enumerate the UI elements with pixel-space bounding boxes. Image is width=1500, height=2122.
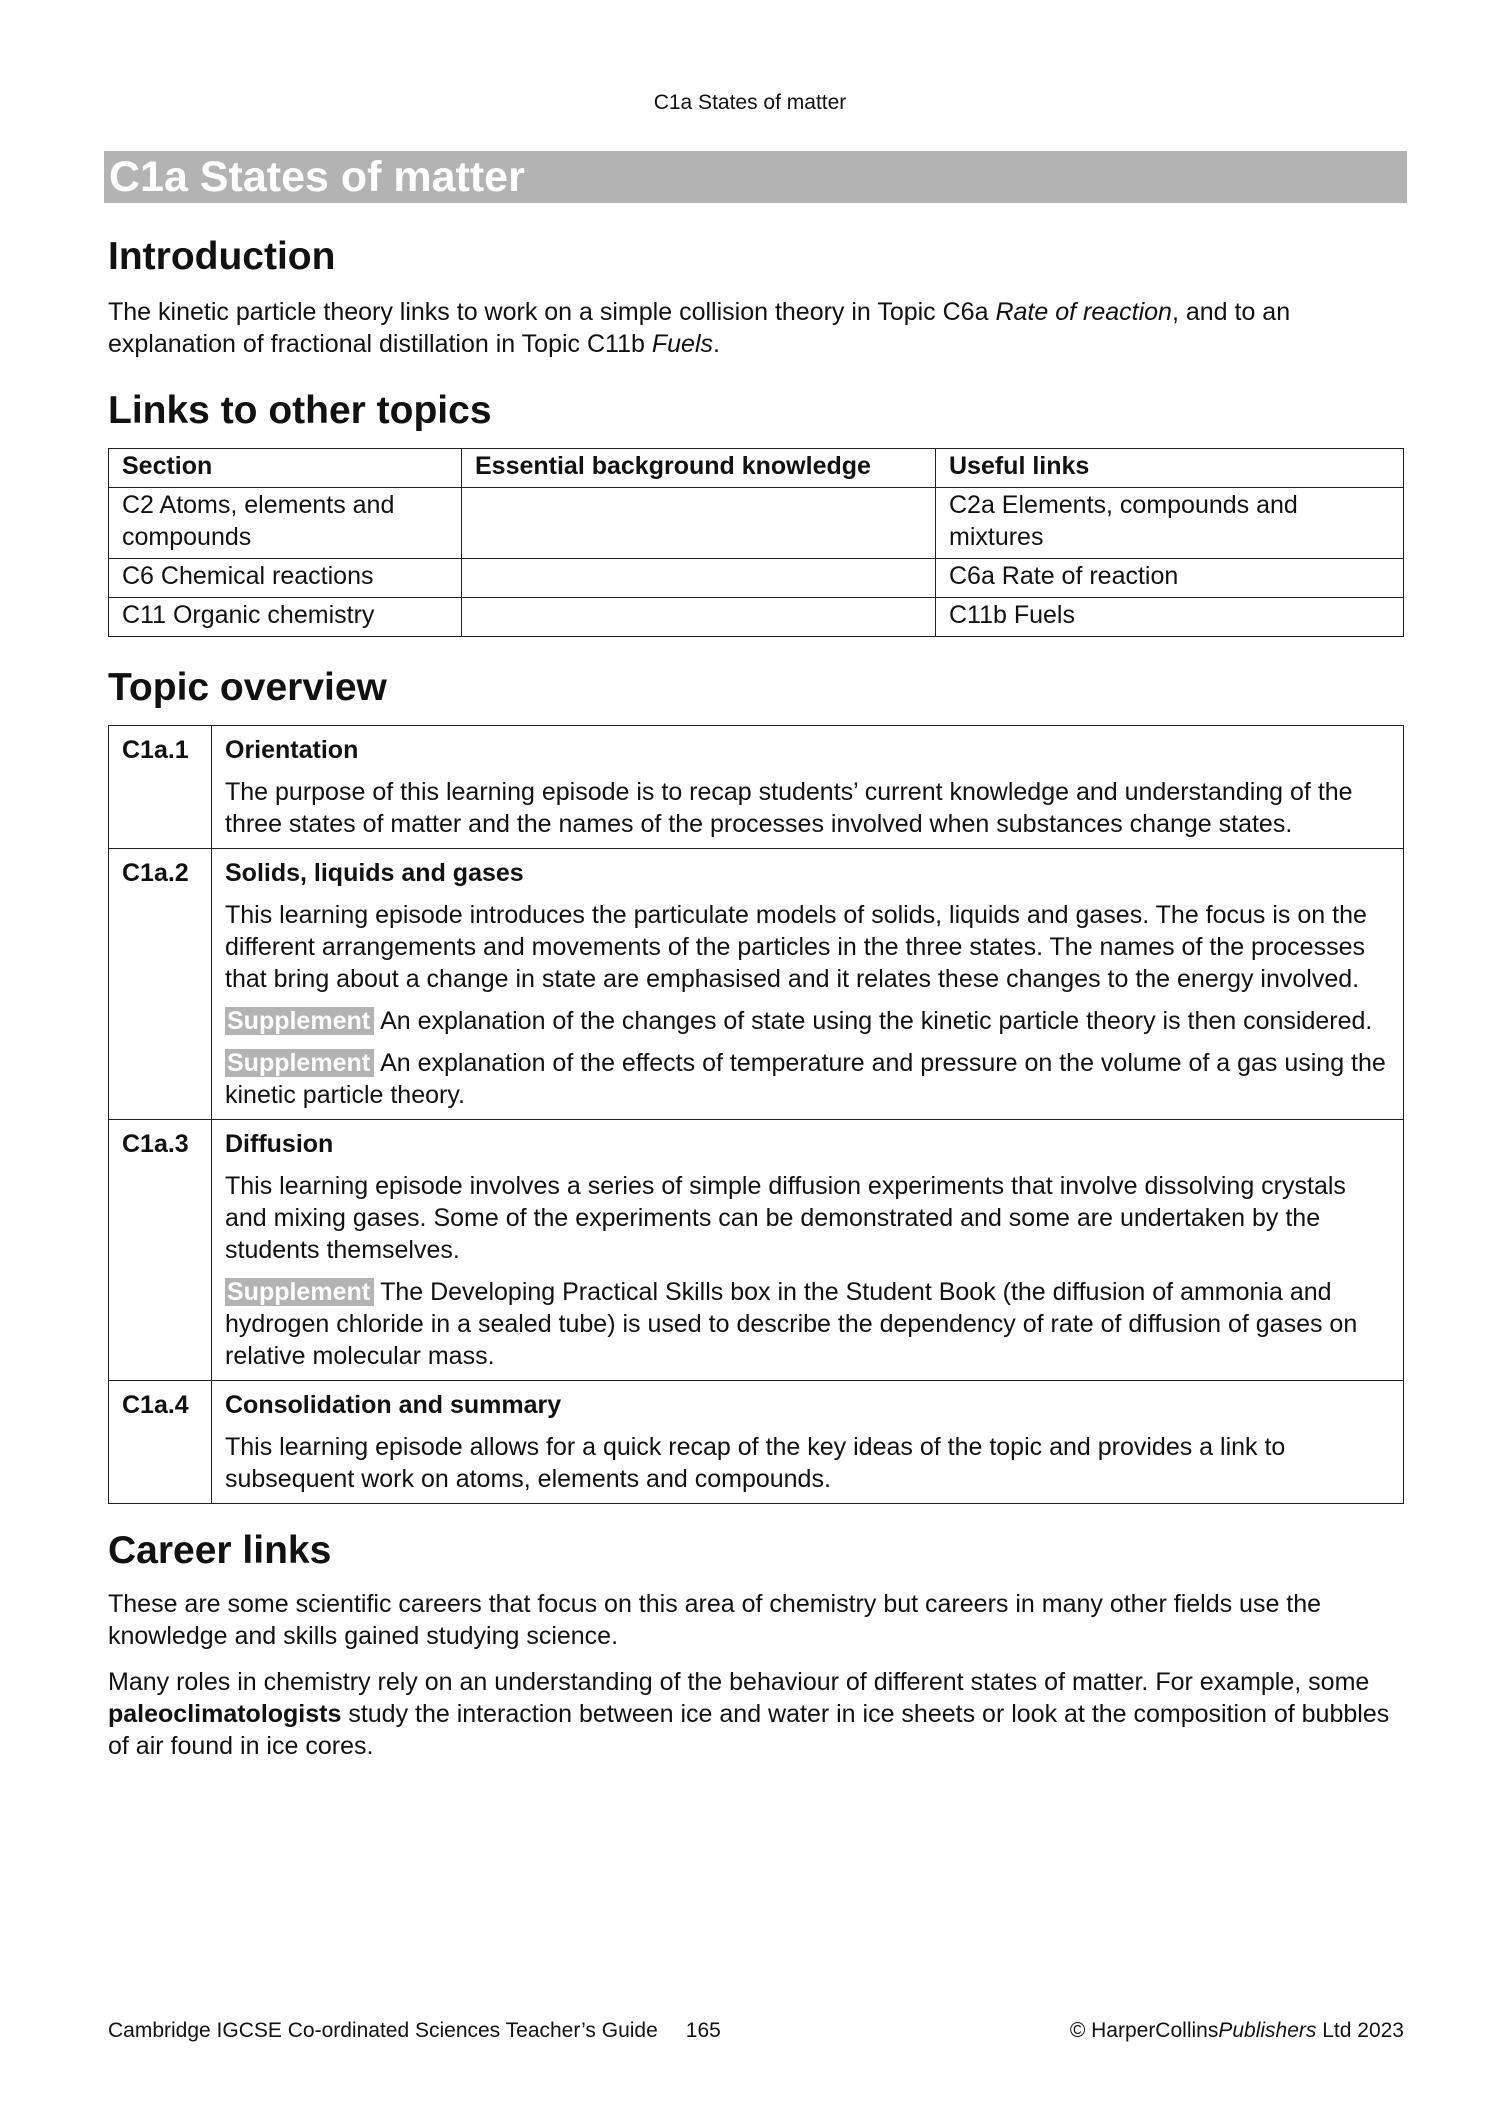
overview-heading: Topic overview [108,666,387,709]
overview-code: C1a.2 [109,849,212,1120]
overview-paragraph: This learning episode introduces the particulate models of solids, liquids and gases. The focus is on the different arrangements and movements of the particles in the three states. The names of the processes that bring about a change in state are emphasised and it relates these changes to the energy involved. [225,901,1367,993]
links-header-background: Essential background knowledge [462,449,936,488]
overview-supplement [225,1047,1390,1111]
table-cell [462,559,936,598]
overview-title: Consolidation and summary [225,1391,562,1419]
footer [108,2019,1404,2043]
overview-code: C1a.4 [109,1381,212,1504]
copyright-text: Ltd 2023 [1316,2019,1404,2042]
links-heading: Links to other topics [108,389,492,432]
overview-row [109,1381,1404,1504]
intro-text: The kinetic particle theory links to work on a simple collision theory in Topic C6a [108,298,996,326]
intro-text: . [713,330,720,358]
page-number: 165 [685,2019,721,2042]
intro-italic-rate: Rate of reaction [995,298,1172,326]
footer-left [108,2019,721,2043]
table-row [109,598,1404,637]
links-header-section: Section [109,449,462,488]
copyright-text: © HarperCollins [1069,2019,1219,2042]
career-heading: Career links [108,1529,332,1572]
table-cell: C11 Organic chemistry [109,598,462,637]
links-header-row [109,449,1404,488]
overview-paragraph: This learning episode allows for a quick recap of the key ideas of the topic and provides a link to subsequent work on atoms, elements and compounds. [225,1433,1286,1493]
table-cell [462,598,936,637]
intro-italic-fuels: Fuels [651,330,713,358]
overview-body [212,849,1404,1120]
table-cell: C2 Atoms, elements and compounds [109,488,462,559]
career-paragraph-2 [108,1666,1404,1762]
table-cell: C11b Fuels [936,598,1404,637]
table-row [109,559,1404,598]
overview-body [212,1381,1404,1504]
overview-paragraph: The purpose of this learning episode is to recap students’ current knowledge and understanding of the three states of matter and the names of the processes involved when substances change states. [225,778,1353,838]
overview-title: Solids, liquids and gases [225,859,524,887]
overview-supplement [225,1276,1390,1372]
page-title: C1a States of matter [104,151,1407,203]
intro-text: , and to an explanation of fractional distillation in Topic C11b [108,298,1291,358]
introduction-paragraph [108,296,1404,360]
overview-title: Diffusion [225,1130,334,1158]
supplement-badge: Supplement [225,1278,374,1306]
overview-table [108,725,1404,1504]
table-cell [462,488,936,559]
table-cell: C6a Rate of reaction [936,559,1404,598]
overview-body [212,726,1404,849]
footer-copyright [1070,2019,1404,2043]
overview-row [109,726,1404,849]
overview-code: C1a.1 [109,726,212,849]
overview-paragraph: This learning episode involves a series of simple diffusion experiments that involve dissolving crystals and mixing gases. Some of the experiments can be demonstrated and some are undertaken by the students themselves. [225,1172,1346,1264]
overview-code: C1a.3 [109,1120,212,1381]
overview-title: Orientation [225,736,359,764]
supplement-text: An explanation of the effects of temperature and pressure on the volume of a gas using the kinetic particle theory. [225,1049,1386,1109]
overview-body [212,1120,1404,1381]
supplement-text: The Developing Practical Skills box in the Student Book (the diffusion of ammonia and hydrogen chloride in a sealed tube) is used to describe the dependency of rate of diffusion of gases on relative molecular mass. [225,1278,1358,1370]
overview-supplement [225,1005,1390,1037]
supplement-badge: Supplement [225,1049,374,1077]
introduction-heading: Introduction [108,235,336,278]
table-cell: C6 Chemical reactions [109,559,462,598]
career-paragraph-1: These are some scientific careers that focus on this area of chemistry but careers in many other fields use the knowledge and skills gained studying science. [108,1590,1322,1650]
career-text: study the interaction between ice and water in ice sheets or look at the composition of bubbles of air found in ice cores. [108,1700,1390,1760]
overview-row [109,849,1404,1120]
links-table [108,448,1404,637]
links-header-useful: Useful links [936,449,1404,488]
table-row [109,488,1404,559]
running-head: C1a States of matter [653,91,847,114]
career-text: Many roles in chemistry rely on an understanding of the behaviour of different states of matter. For example, some [108,1668,1370,1696]
supplement-text: An explanation of the changes of state using the kinetic particle theory is then considered. [380,1007,1373,1035]
career-bold-term: paleoclimatologists [108,1700,342,1728]
copyright-italic: Publishers [1218,2019,1317,2042]
overview-row [109,1120,1404,1381]
footer-book-title: Cambridge IGCSE Co-ordinated Sciences Teacher’s Guide [108,2019,658,2042]
table-cell: C2a Elements, compounds and mixtures [936,488,1404,559]
supplement-badge: Supplement [225,1007,374,1035]
main-content [108,232,1404,1762]
